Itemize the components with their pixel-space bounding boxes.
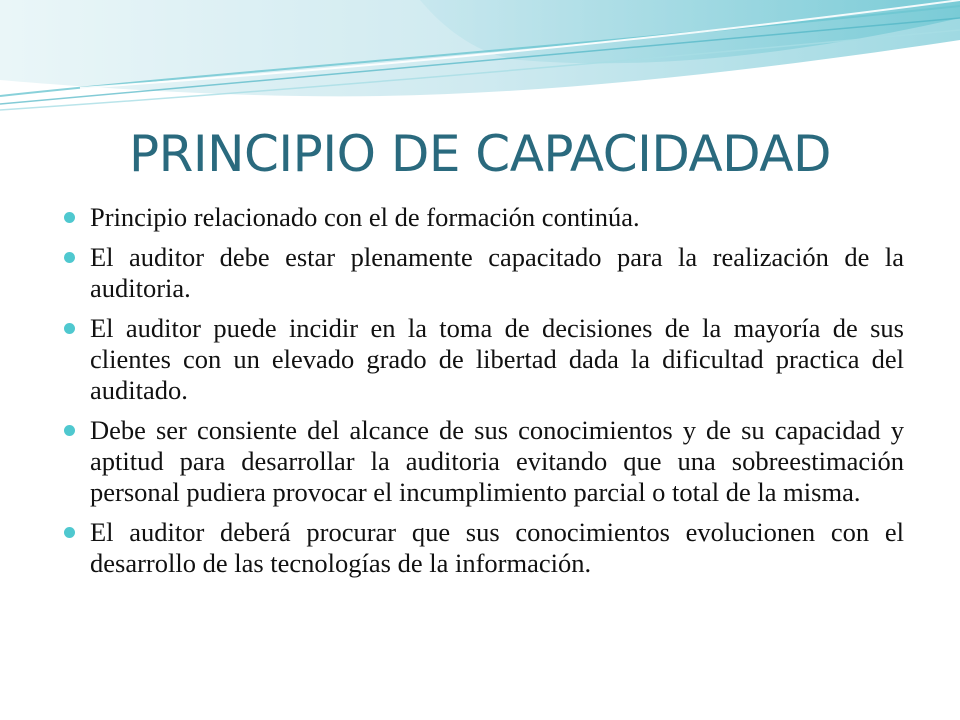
bullet-dot-icon bbox=[64, 323, 75, 334]
slide-title: PRINCIPIO DE CAPACIDADAD bbox=[128, 125, 832, 183]
bullet-text: Debe ser consiente del alcance de sus conocimientos y de su capacidad y aptitud para desarrollar la auditoria evitando que una sobreestimación personal pudiera provocar el incumplimiento parcial o total de la misma. bbox=[90, 415, 904, 507]
bullet-list bbox=[62, 202, 904, 588]
bullet-dot-icon bbox=[64, 527, 75, 538]
bullet-text: El auditor debe estar plenamente capacitado para la realización de la auditoria. bbox=[90, 242, 904, 303]
bullet-dot-icon bbox=[64, 212, 75, 223]
bullet-item bbox=[62, 517, 904, 579]
bullet-dot-icon bbox=[64, 425, 75, 436]
bullet-dot-icon bbox=[64, 252, 75, 263]
bullet-text: El auditor deberá procurar que sus conocimientos evolucionen con el desarrollo de las tecnologías de la información. bbox=[90, 517, 904, 578]
bullet-item bbox=[62, 415, 904, 508]
bullet-text: El auditor puede incidir en la toma de decisiones de la mayoría de sus clientes con un elevado grado de libertad dada la dificultad practica del auditado. bbox=[90, 313, 904, 405]
bullet-item bbox=[62, 202, 904, 233]
bullet-text: Principio relacionado con el de formación continúa. bbox=[90, 202, 640, 232]
bullet-item bbox=[62, 242, 904, 304]
bullet-item bbox=[62, 313, 904, 406]
